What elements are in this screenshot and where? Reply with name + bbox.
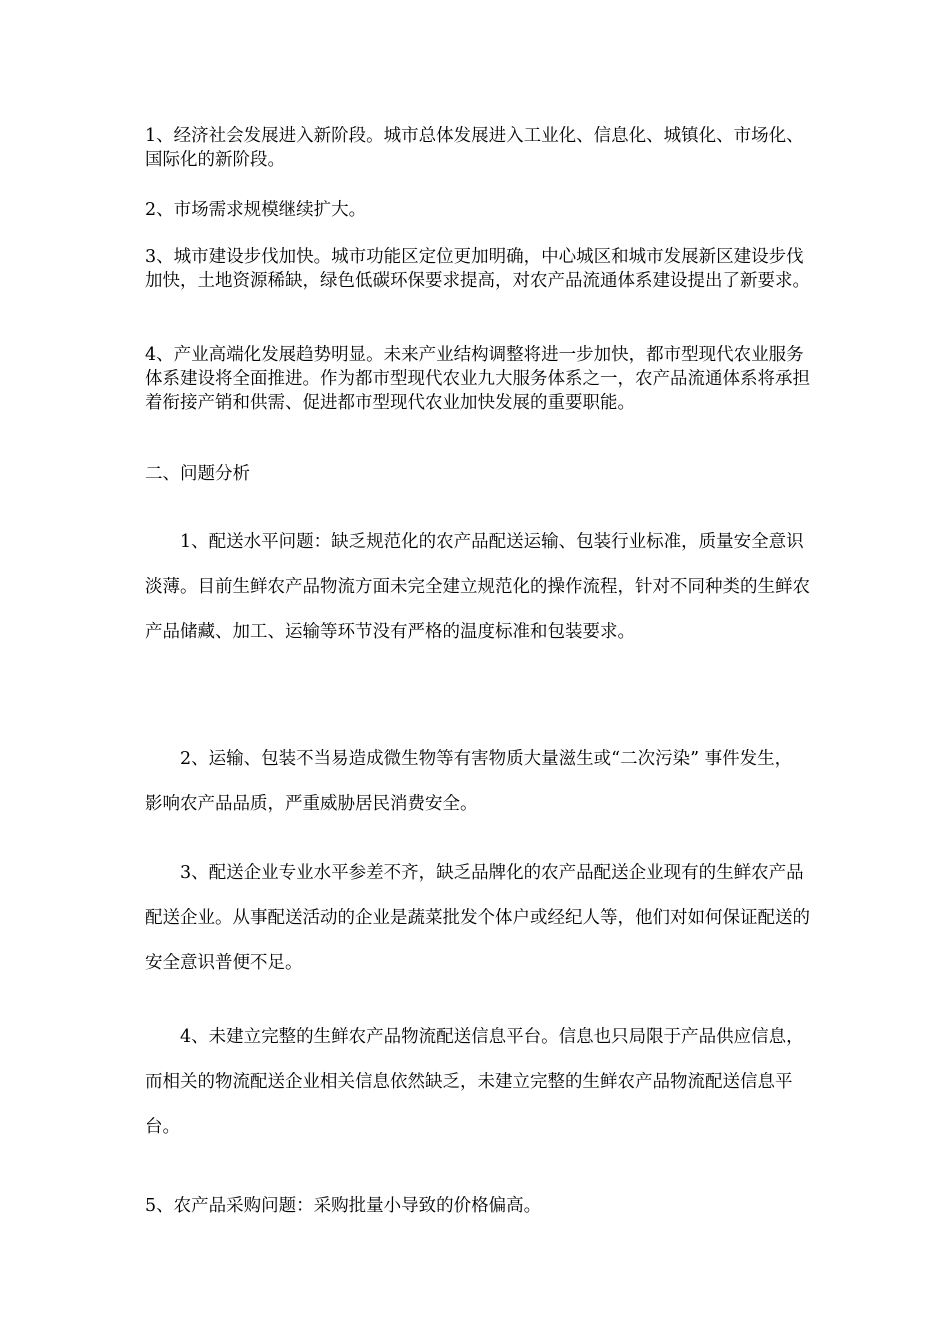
- paragraph-4: 4、产业高端化发展趋势明显。未来产业结构调整将进一步加快，都市型现代农业服务体系建设将全面推进。作为都市型现代农业九大服务体系之一，农产品流通体系将承担着衔接产销和供需、促进都市型现代农业加快发展的重要职能。: [145, 345, 810, 413]
- section-heading: 二、问题分析: [145, 464, 250, 484]
- issue-paragraph-1: 1、配送水平问题：缺乏规范化的农产品配送运输、包装行业标准，质量安全意识淡薄。目前生鲜农产品物流方面未完全建立规范化的操作流程，针对不同种类的生鲜农产品储藏、加工、运输等环节没有严格的温度标准和包装要求。: [145, 532, 810, 642]
- issue-paragraph-4: 4、未建立完整的生鲜农产品物流配送信息平台。信息也只局限于产品供应信息，而相关的物流配送企业相关信息依然缺乏，未建立完整的生鲜农产品物流配送信息平台。: [145, 1027, 804, 1137]
- paragraph-2: 2、市场需求规模继续扩大。: [145, 200, 367, 220]
- paragraph-1: 1、经济社会发展进入新阶段。城市总体发展进入工业化、信息化、城镇化、市场化、国际化的新阶段。: [145, 126, 804, 170]
- issue-paragraph-2: 2、运输、包装不当易造成微生物等有害物质大量滋生或“二次污染” 事件发生， 影响农产品品质，严重威胁居民消费安全。: [145, 749, 793, 814]
- issue-paragraph-3: 3、配送企业专业水平参差不齐，缺乏品牌化的农产品配送企业现有的生鲜农产品配送企业。从事配送活动的企业是蔬菜批发个体户或经纪人等，他们对如何保证配送的安全意识普便不足。: [145, 863, 810, 973]
- paragraph-3: 3、城市建设步伐加快。城市功能区定位更加明确，中心城区和城市发展新区建设步伐加快，土地资源稀缺，绿色低碳环保要求提高，对农产品流通体系建设提出了新要求。: [145, 247, 810, 291]
- issue-paragraph-5: 5、农产品采购问题：采购批量小导致的价格偏高。: [145, 1196, 542, 1216]
